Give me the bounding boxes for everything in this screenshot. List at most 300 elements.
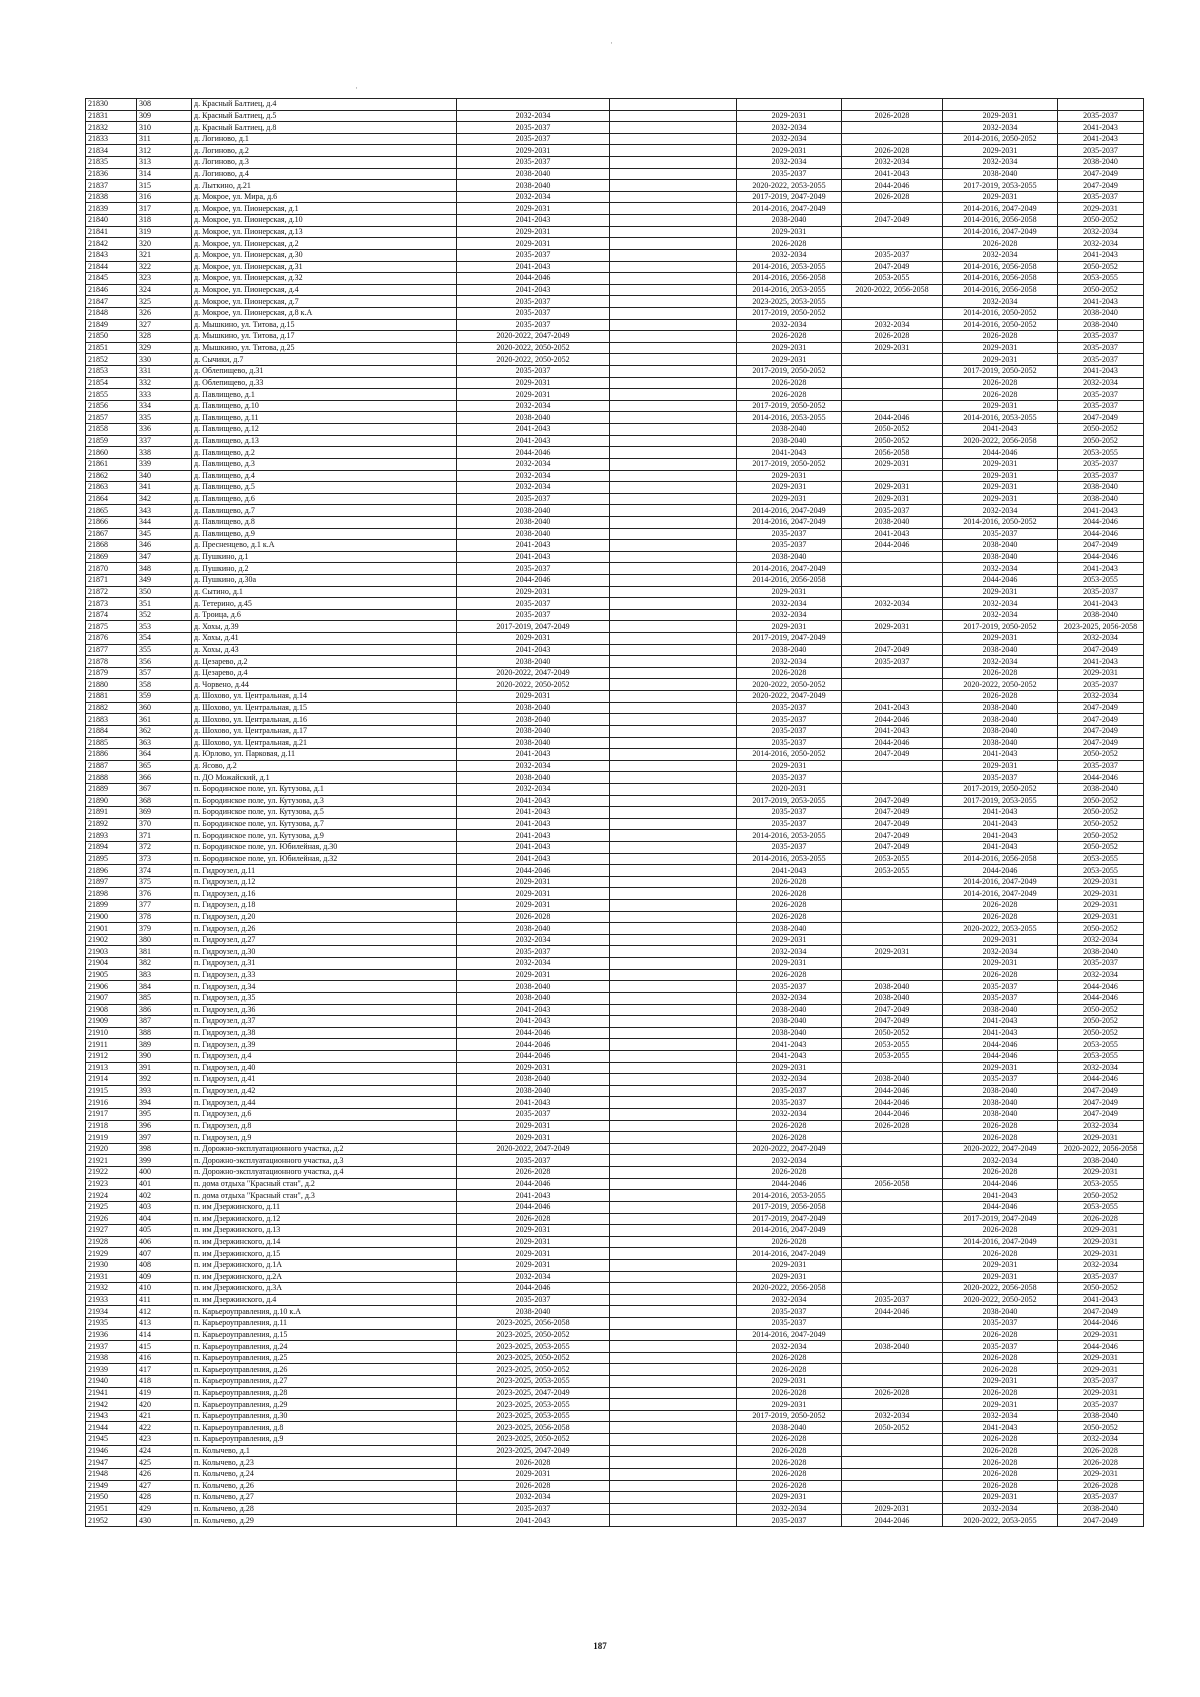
period-5-cell: 2053-2055 [1058,447,1144,459]
period-4-cell: 2038-2040 [943,540,1058,552]
period-2-cell: 2044-2046 [737,1178,842,1190]
period-5-cell: 2050-2052 [1058,1190,1144,1202]
empty-cell [610,1050,737,1062]
period-4-cell: 2020-2022, 2050-2052 [943,1294,1058,1306]
empty-cell [610,1492,737,1504]
address-cell: д. Мышкино, ул. Титова, д.25 [192,342,457,354]
period-3-cell: 2047-2049 [842,795,943,807]
row-id-cell: 21945 [86,1434,137,1446]
period-2-cell: 2032-2034 [737,1109,842,1121]
period-5-cell: 2029-2031 [1058,203,1144,215]
period-4-cell: 2026-2028 [943,969,1058,981]
period-4-cell: 2020-2022, 2056-2058 [943,435,1058,447]
period-2-cell: 2026-2028 [737,1132,842,1144]
empty-cell [610,1132,737,1144]
period-5-cell: 2047-2049 [1058,737,1144,749]
period-2-cell: 2035-2037 [737,1515,842,1527]
row-number-cell: 308 [137,99,192,111]
address-cell: д. Пушкино, д.2 [192,563,457,575]
period-5-cell: 2050-2052 [1058,1422,1144,1434]
table-row [86,1004,1144,1016]
address-cell: д. Павлищево, д.8 [192,516,457,528]
period-4-cell: 2014-2016, 2056-2058 [943,284,1058,296]
period-5-cell: 2047-2049 [1058,180,1144,192]
period-2-cell: 2032-2034 [737,133,842,145]
row-number-cell: 334 [137,400,192,412]
row-id-cell: 21923 [86,1178,137,1190]
empty-cell [610,1097,737,1109]
table-row [86,528,1144,540]
period-5-cell: 2053-2055 [1058,273,1144,285]
row-id-cell: 21938 [86,1352,137,1364]
table-row [86,1062,1144,1074]
period-2-cell: 2026-2028 [737,1167,842,1179]
row-number-cell: 314 [137,168,192,180]
table-row [86,400,1144,412]
period-4-cell: 2029-2031 [943,470,1058,482]
period-1-cell: 2032-2034 [457,934,610,946]
row-id-cell: 21912 [86,1050,137,1062]
address-cell: д. Шохово, ул. Центральная, д.14 [192,691,457,703]
period-2-cell: 2014-2016, 2056-2058 [737,273,842,285]
period-2-cell: 2029-2031 [737,1376,842,1388]
period-1-cell: 2044-2046 [457,1283,610,1295]
period-1-cell: 2035-2037 [457,1155,610,1167]
period-5-cell: 2050-2052 [1058,1283,1144,1295]
empty-cell [610,609,737,621]
period-4-cell: 2038-2040 [943,725,1058,737]
table-row [86,366,1144,378]
address-cell: п. Колычево, д.27 [192,1492,457,1504]
period-1-cell: 2035-2037 [457,493,610,505]
table-row [86,1306,1144,1318]
period-1-cell: 2035-2037 [457,598,610,610]
address-cell: п. Гидроузел, д.9 [192,1132,457,1144]
period-4-cell: 2014-2016, 2050-2052 [943,516,1058,528]
address-cell: п. Гидроузел, д.18 [192,900,457,912]
table-row [86,1422,1144,1434]
empty-cell [610,516,737,528]
period-1-cell: 2029-2031 [457,876,610,888]
row-number-cell: 403 [137,1201,192,1213]
table-row [86,331,1144,343]
address-cell: п. Бородинское поле, ул. Кутузова, д.9 [192,830,457,842]
period-2-cell: 2029-2031 [737,621,842,633]
period-5-cell: 2044-2046 [1058,992,1144,1004]
period-3-cell [842,1352,943,1364]
period-3-cell [842,679,943,691]
table-row [86,1352,1144,1364]
empty-cell [610,934,737,946]
address-cell: п. Гидроузел, д.36 [192,1004,457,1016]
period-4-cell: 2035-2037 [943,1317,1058,1329]
period-1-cell: 2038-2040 [457,168,610,180]
table-row [86,122,1144,134]
row-number-cell: 400 [137,1167,192,1179]
period-3-cell [842,1248,943,1260]
address-cell: д. Пушкино, д.30а [192,574,457,586]
row-number-cell: 335 [137,412,192,424]
period-2-cell: 2038-2040 [737,551,842,563]
row-number-cell: 363 [137,737,192,749]
address-cell: д. Мышкино, ул. Титова, д.15 [192,319,457,331]
period-4-cell: 2026-2028 [943,900,1058,912]
row-number-cell: 327 [137,319,192,331]
period-4-cell: 2029-2031 [943,400,1058,412]
period-1-cell: 2035-2037 [457,1294,610,1306]
period-3-cell: 2041-2043 [842,528,943,540]
period-2-cell: 2029-2031 [737,1062,842,1074]
row-number-cell: 317 [137,203,192,215]
period-1-cell: 2038-2040 [457,714,610,726]
empty-cell [610,238,737,250]
period-2-cell: 2032-2034 [737,598,842,610]
period-1-cell: 2041-2043 [457,1097,610,1109]
period-5-cell: 2050-2052 [1058,923,1144,935]
row-id-cell: 21897 [86,876,137,888]
period-4-cell: 2038-2040 [943,1109,1058,1121]
period-1-cell: 2038-2040 [457,1074,610,1086]
period-1-cell: 2029-2031 [457,900,610,912]
period-1-cell: 2038-2040 [457,702,610,714]
period-1-cell: 2023-2025, 2050-2052 [457,1352,610,1364]
empty-cell [610,1283,737,1295]
row-id-cell: 21898 [86,888,137,900]
table-row [86,133,1144,145]
period-4-cell: 2044-2046 [943,574,1058,586]
period-4-cell: 2026-2028 [943,1434,1058,1446]
period-5-cell: 2050-2052 [1058,284,1144,296]
table-row [86,482,1144,494]
period-3-cell [842,1236,943,1248]
row-id-cell: 21946 [86,1445,137,1457]
table-row [86,1248,1144,1260]
address-cell: д. Логиново, д.4 [192,168,457,180]
period-2-cell: 2029-2031 [737,1492,842,1504]
period-2-cell: 2026-2028 [737,377,842,389]
empty-cell [610,528,737,540]
period-3-cell [842,1143,943,1155]
period-1-cell: 2023-2025, 2053-2055 [457,1399,610,1411]
empty-cell [610,633,737,645]
period-3-cell [842,1213,943,1225]
empty-cell [610,99,737,111]
period-2-cell: 2038-2040 [737,1027,842,1039]
table-row [86,145,1144,157]
empty-cell [610,354,737,366]
address-cell: д. Павлищево, д.7 [192,505,457,517]
period-4-cell: 2026-2028 [943,691,1058,703]
row-id-cell: 21884 [86,725,137,737]
row-number-cell: 326 [137,307,192,319]
period-2-cell: 2035-2037 [737,807,842,819]
address-cell: п. Карьероуправления, д.10 к.А [192,1306,457,1318]
period-3-cell: 2029-2031 [842,458,943,470]
empty-cell [610,1399,737,1411]
row-id-cell: 21864 [86,493,137,505]
period-4-cell [943,99,1058,111]
row-number-cell: 313 [137,157,192,169]
period-5-cell: 2041-2043 [1058,296,1144,308]
empty-cell [610,679,737,691]
period-3-cell [842,900,943,912]
period-1-cell: 2035-2037 [457,133,610,145]
period-4-cell: 2029-2031 [943,1259,1058,1271]
period-5-cell: 2029-2031 [1058,1352,1144,1364]
period-4-cell: 2029-2031 [943,493,1058,505]
row-number-cell: 381 [137,946,192,958]
period-3-cell [842,389,943,401]
row-number-cell: 321 [137,249,192,261]
address-cell: д. Цезарево, д.2 [192,656,457,668]
period-1-cell: 2038-2040 [457,737,610,749]
period-3-cell: 2038-2040 [842,516,943,528]
address-cell: п. Карьероуправления, д.24 [192,1341,457,1353]
empty-cell [610,168,737,180]
table-row [86,110,1144,122]
period-2-cell: 2017-2019, 2050-2052 [737,458,842,470]
row-number-cell: 382 [137,958,192,970]
period-4-cell: 2038-2040 [943,1306,1058,1318]
table-row [86,923,1144,935]
empty-cell [610,261,737,273]
empty-cell [610,1178,737,1190]
period-1-cell: 2029-2031 [457,1248,610,1260]
period-2-cell: 2038-2040 [737,424,842,436]
period-4-cell: 2029-2031 [943,191,1058,203]
period-3-cell [842,122,943,134]
row-number-cell: 325 [137,296,192,308]
period-5-cell: 2041-2043 [1058,563,1144,575]
period-1-cell: 2038-2040 [457,981,610,993]
period-5-cell: 2020-2022, 2056-2058 [1058,1143,1144,1155]
address-cell: п. Колычево, д.23 [192,1457,457,1469]
period-1-cell: 2035-2037 [457,249,610,261]
period-1-cell: 2023-2025, 2047-2049 [457,1387,610,1399]
row-id-cell: 21951 [86,1503,137,1515]
row-id-cell: 21851 [86,342,137,354]
period-3-cell: 2029-2031 [842,482,943,494]
address-cell: п. Гидроузел, д.33 [192,969,457,981]
period-1-cell: 2029-2031 [457,586,610,598]
period-4-cell: 2026-2028 [943,1457,1058,1469]
period-1-cell: 2032-2034 [457,482,610,494]
table-row [86,1283,1144,1295]
address-cell: п. Гидроузел, д.12 [192,876,457,888]
period-2-cell: 2014-2016, 2047-2049 [737,505,842,517]
period-4-cell: 2026-2028 [943,1225,1058,1237]
period-1-cell: 2044-2046 [457,1039,610,1051]
period-5-cell: 2044-2046 [1058,1341,1144,1353]
period-2-cell: 2026-2028 [737,1480,842,1492]
row-number-cell: 356 [137,656,192,668]
period-3-cell: 2026-2028 [842,1387,943,1399]
table-row [86,783,1144,795]
address-cell: п. Карьероуправления, д.30 [192,1410,457,1422]
address-cell: п. Гидроузел, д.38 [192,1027,457,1039]
period-5-cell: 2035-2037 [1058,458,1144,470]
period-3-cell: 2038-2040 [842,992,943,1004]
row-id-cell: 21852 [86,354,137,366]
table-row [86,1225,1144,1237]
period-4-cell: 2035-2037 [943,992,1058,1004]
period-1-cell: 2044-2046 [457,1201,610,1213]
row-id-cell: 21915 [86,1085,137,1097]
period-1-cell: 2038-2040 [457,528,610,540]
table-row [86,563,1144,575]
period-4-cell: 2026-2028 [943,1445,1058,1457]
period-4-cell: 2020-2022, 2053-2055 [943,1515,1058,1527]
row-id-cell: 21891 [86,807,137,819]
period-1-cell: 2032-2034 [457,760,610,772]
period-5-cell: 2047-2049 [1058,1306,1144,1318]
row-id-cell: 21861 [86,458,137,470]
period-3-cell [842,1468,943,1480]
period-1-cell: 2023-2025, 2050-2052 [457,1329,610,1341]
row-id-cell: 21867 [86,528,137,540]
row-number-cell: 368 [137,795,192,807]
empty-cell [610,656,737,668]
row-number-cell: 312 [137,145,192,157]
period-2-cell: 2026-2028 [737,331,842,343]
address-cell: п. Колычево, д.1 [192,1445,457,1457]
period-4-cell: 2020-2022, 2050-2052 [943,679,1058,691]
empty-cell [610,122,737,134]
period-1-cell: 2029-2031 [457,1132,610,1144]
row-number-cell: 319 [137,226,192,238]
period-5-cell: 2035-2037 [1058,1492,1144,1504]
empty-cell [610,830,737,842]
row-number-cell: 419 [137,1387,192,1399]
table-row [86,99,1144,111]
address-cell: д. Сычики, д.7 [192,354,457,366]
empty-cell [610,110,737,122]
period-4-cell: 2041-2043 [943,1016,1058,1028]
period-3-cell: 2032-2034 [842,319,943,331]
table-row [86,342,1144,354]
period-3-cell: 2041-2043 [842,168,943,180]
period-3-cell [842,1492,943,1504]
period-1-cell: 2023-2025, 2053-2055 [457,1341,610,1353]
period-1-cell: 2035-2037 [457,1503,610,1515]
period-3-cell: 2047-2049 [842,842,943,854]
period-4-cell: 2020-2022, 2056-2058 [943,1283,1058,1295]
period-4-cell: 2029-2031 [943,482,1058,494]
address-cell: д. Павлищево, д.12 [192,424,457,436]
row-number-cell: 373 [137,853,192,865]
row-id-cell: 21879 [86,667,137,679]
address-cell: п. Бородинское поле, ул. Кутузова, д.5 [192,807,457,819]
period-3-cell [842,1434,943,1446]
period-5-cell: 2044-2046 [1058,1074,1144,1086]
empty-cell [610,691,737,703]
row-number-cell: 397 [137,1132,192,1144]
period-1-cell: 2044-2046 [457,865,610,877]
row-number-cell: 405 [137,1225,192,1237]
period-5-cell: 2032-2034 [1058,226,1144,238]
empty-cell [610,458,737,470]
row-id-cell: 21880 [86,679,137,691]
period-1-cell: 2020-2022, 2050-2052 [457,354,610,366]
empty-cell [610,249,737,261]
table-row [86,1387,1144,1399]
period-3-cell [842,923,943,935]
row-id-cell: 21849 [86,319,137,331]
period-3-cell [842,1132,943,1144]
period-3-cell [842,470,943,482]
row-number-cell: 378 [137,911,192,923]
period-4-cell: 2029-2031 [943,760,1058,772]
empty-cell [610,958,737,970]
period-2-cell: 2017-2019, 2047-2049 [737,191,842,203]
row-id-cell: 21942 [86,1399,137,1411]
row-number-cell: 354 [137,633,192,645]
period-3-cell: 2032-2034 [842,157,943,169]
empty-cell [610,1039,737,1051]
address-cell: д. Мокрое, ул. Пионерская, д.13 [192,226,457,238]
address-cell: д. Мокрое, ул. Пионерская, д.7 [192,296,457,308]
period-3-cell [842,1329,943,1341]
empty-cell [610,876,737,888]
table-row [86,1027,1144,1039]
period-1-cell: 2041-2043 [457,818,610,830]
period-5-cell: 2029-2031 [1058,1364,1144,1376]
row-id-cell: 21870 [86,563,137,575]
table-row [86,1364,1144,1376]
empty-cell [610,1201,737,1213]
address-cell: д. Павлищево, д.2 [192,447,457,459]
empty-cell [610,1503,737,1515]
table-row [86,435,1144,447]
address-cell: д. Облепищево, д.31 [192,366,457,378]
period-4-cell: 2032-2034 [943,249,1058,261]
period-2-cell: 2029-2031 [737,226,842,238]
period-2-cell: 2026-2028 [737,876,842,888]
row-id-cell: 21899 [86,900,137,912]
empty-cell [610,900,737,912]
table-row [86,226,1144,238]
period-4-cell: 2014-2016, 2056-2058 [943,215,1058,227]
period-2-cell: 2029-2031 [737,354,842,366]
period-5-cell: 2029-2031 [1058,1387,1144,1399]
table-row [86,934,1144,946]
table-row [86,1434,1144,1446]
table-row [86,760,1144,772]
period-4-cell: 2017-2019, 2053-2055 [943,180,1058,192]
period-4-cell: 2026-2028 [943,1120,1058,1132]
period-5-cell: 2041-2043 [1058,133,1144,145]
period-5-cell: 2053-2055 [1058,865,1144,877]
period-2-cell: 2026-2028 [737,969,842,981]
row-id-cell: 21869 [86,551,137,563]
period-5-cell: 2050-2052 [1058,1004,1144,1016]
period-5-cell: 2035-2037 [1058,586,1144,598]
period-2-cell: 2014-2016, 2053-2055 [737,1190,842,1202]
period-2-cell: 2026-2028 [737,667,842,679]
period-2-cell: 2032-2034 [737,1074,842,1086]
period-2-cell: 2020-2022, 2056-2058 [737,1283,842,1295]
table-row [86,540,1144,552]
row-number-cell: 337 [137,435,192,447]
table-row [86,1259,1144,1271]
address-cell: п. им Дзержинского, д.3А [192,1283,457,1295]
period-2-cell: 2017-2019, 2050-2052 [737,307,842,319]
period-2-cell: 2014-2016, 2050-2052 [737,749,842,761]
period-4-cell: 2014-2016, 2053-2055 [943,412,1058,424]
table-row [86,319,1144,331]
period-2-cell: 2032-2034 [737,319,842,331]
row-id-cell: 21890 [86,795,137,807]
